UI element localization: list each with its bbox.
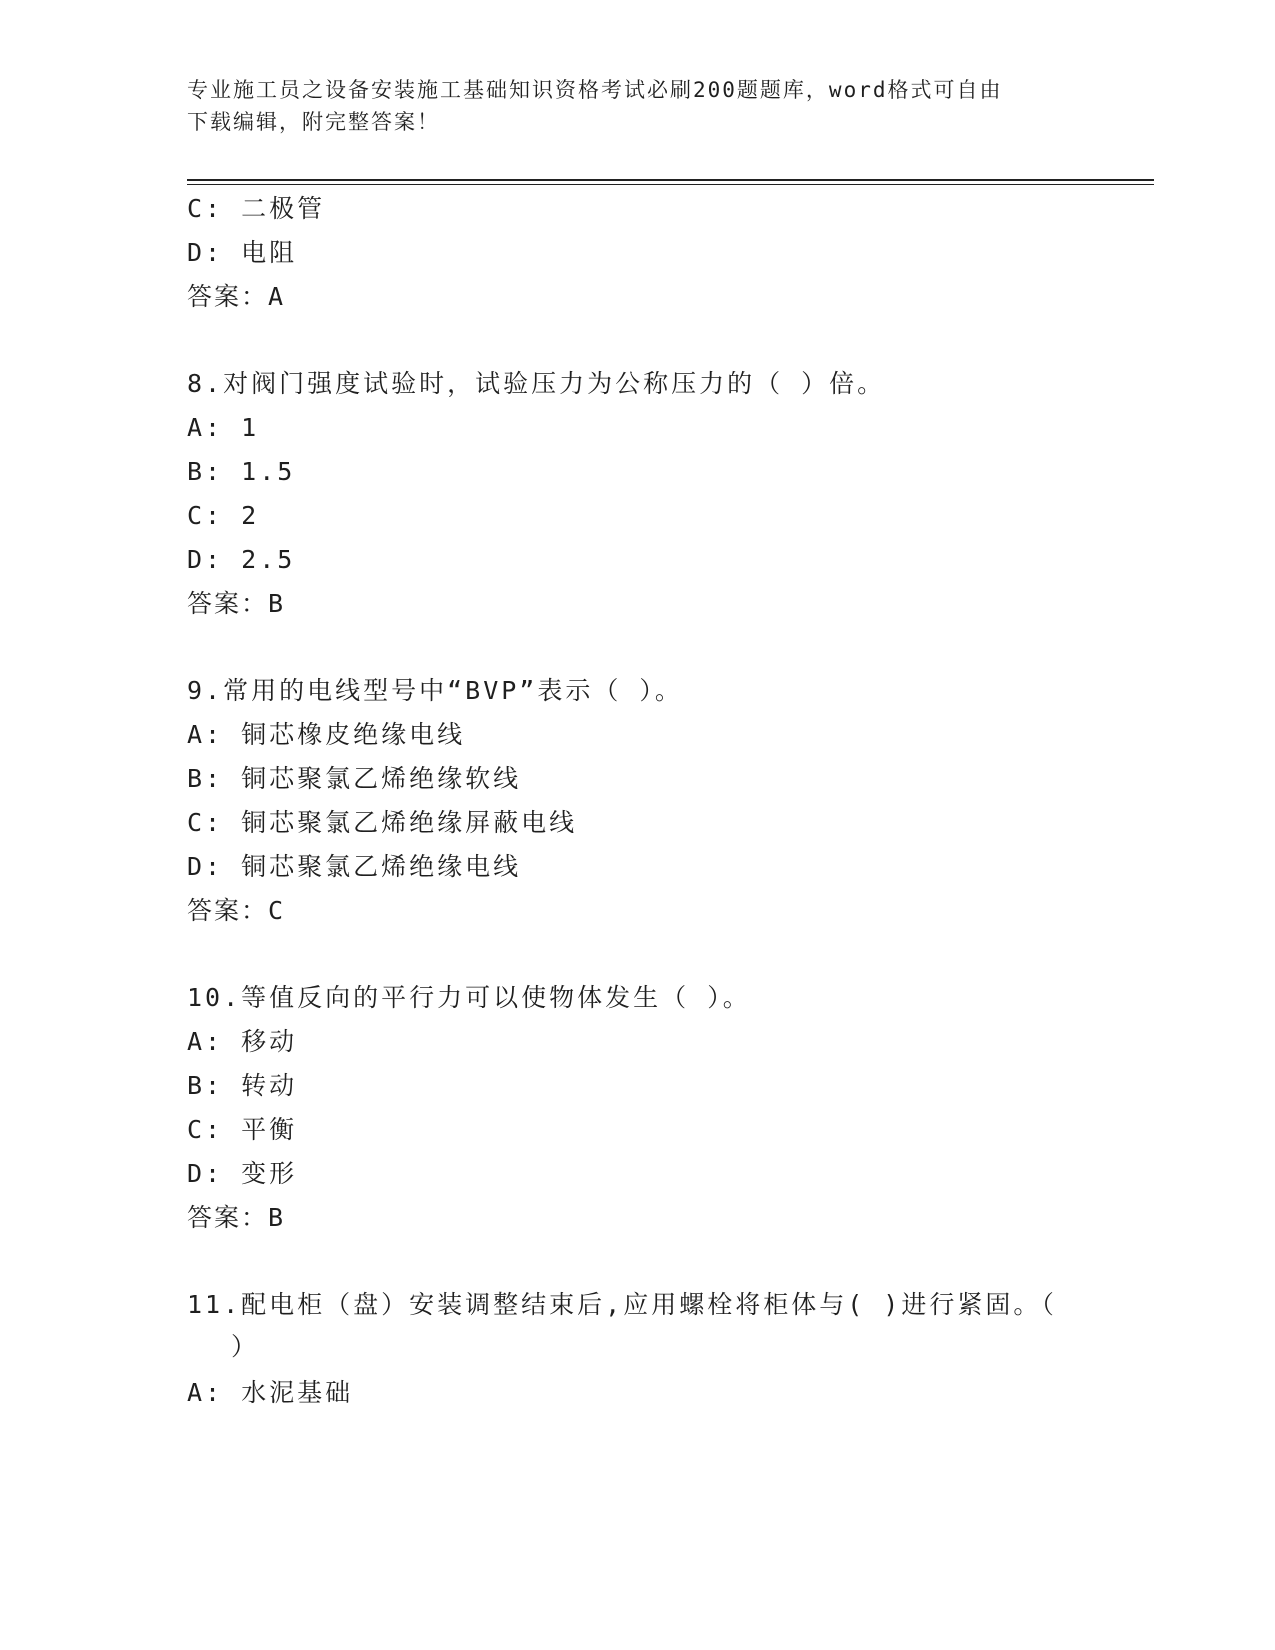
q8-answer: 答案：B bbox=[187, 589, 286, 618]
q10-answer: 答案：B bbox=[187, 1203, 286, 1232]
q9-option-c: C: 铜芯聚氯乙烯绝缘屏蔽电线 bbox=[187, 808, 578, 837]
q11-option-a: A: 水泥基础 bbox=[187, 1378, 354, 1407]
q11-stem-line-1: 11.配电柜（盘）安装调整结束后,应用螺栓将柜体与( )进行紧固。（ bbox=[187, 1290, 1057, 1319]
q7-answer: 答案：A bbox=[187, 282, 286, 311]
header-divider-bottom bbox=[187, 184, 1154, 185]
q10-option-a: A: 移动 bbox=[187, 1027, 298, 1056]
q8-option-d: D: 2.5 bbox=[187, 545, 296, 574]
q7-option-c: C: 二极管 bbox=[187, 194, 326, 223]
header-line-2: 下载编辑，附完整答案！ bbox=[187, 110, 440, 134]
q11-stem-line-2: ） bbox=[231, 1332, 260, 1361]
document-header bbox=[187, 74, 1087, 138]
q9-answer: 答案：C bbox=[187, 896, 286, 925]
q10-option-c: C: 平衡 bbox=[187, 1115, 298, 1144]
q8-stem: 8.对阀门强度试验时，试验压力为公称压力的（ ）倍。 bbox=[187, 369, 886, 398]
q9-stem: 9.常用的电线型号中“BVP”表示（ ）。 bbox=[187, 676, 683, 705]
q8-option-a: A: 1 bbox=[187, 413, 260, 442]
q10-option-d: D: 变形 bbox=[187, 1159, 298, 1188]
q9-option-d: D: 铜芯聚氯乙烯绝缘电线 bbox=[187, 852, 522, 881]
q10-stem: 10.等值反向的平行力可以使物体发生（ ）。 bbox=[187, 983, 751, 1012]
header-line-1: 专业施工员之设备安装施工基础知识资格考试必刷200题题库，word格式可自由 bbox=[187, 78, 1003, 102]
q9-option-b: B: 铜芯聚氯乙烯绝缘软线 bbox=[187, 764, 522, 793]
q10-option-b: B: 转动 bbox=[187, 1071, 298, 1100]
q8-option-b: B: 1.5 bbox=[187, 457, 296, 486]
q7-option-d: D: 电阻 bbox=[187, 238, 298, 267]
header-divider-top bbox=[187, 179, 1154, 181]
q8-option-c: C: 2 bbox=[187, 501, 260, 530]
q9-option-a: A: 铜芯橡皮绝缘电线 bbox=[187, 720, 466, 749]
